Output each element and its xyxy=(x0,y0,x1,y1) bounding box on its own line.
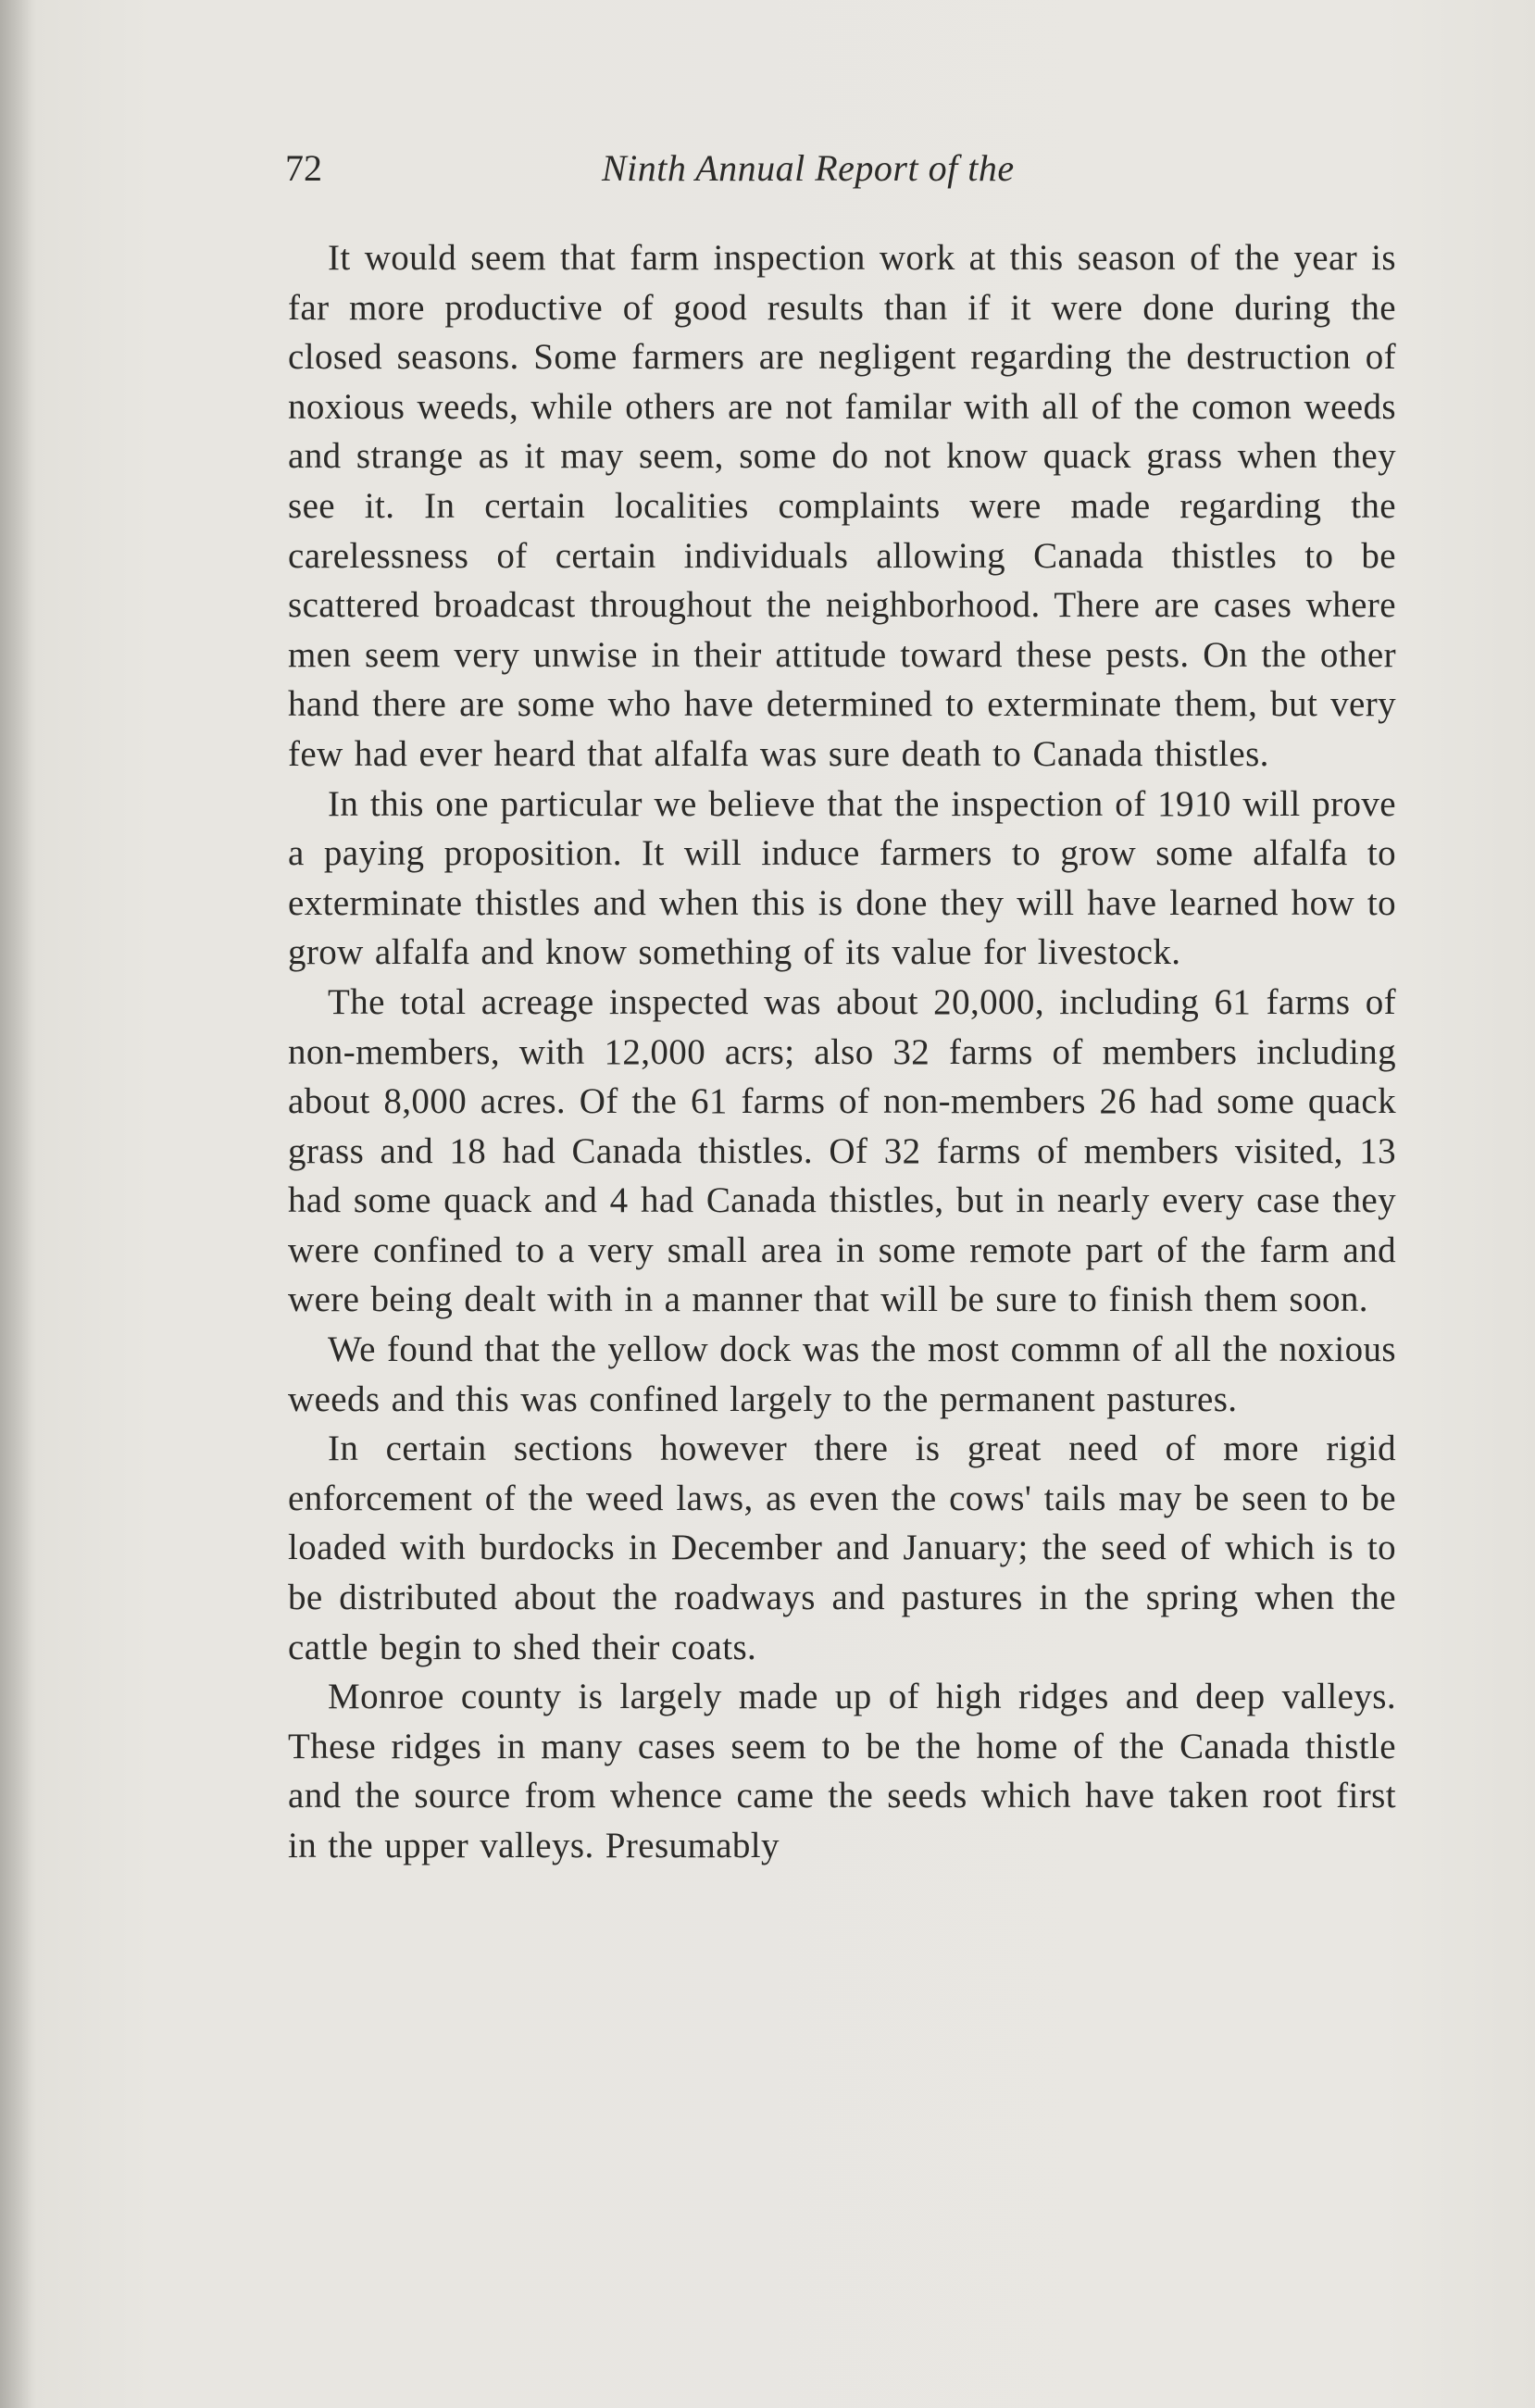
running-title: Ninth Annual Report of the xyxy=(602,147,1015,189)
paragraph: Monroe county is largely made up of high ridges and deep valleys. These ridges in many cases seem to be the home of the Canada thistle and the source from whence came the seeds which have taken root first in the upper valleys. Presumably xyxy=(288,1677,1396,1865)
paragraph: The total acreage inspected was about 20,000, including 61 farms of non-members, with 12,000 acrs; also 32 farms of members including about 8,000 acres. Of the 61 farms of non-members 26 had some quack grass and 18 had Canada thistles. Of 32 farms of members visited, 13 had some quack and 4 had Canada thistles, but in nearly every case they were confined to a very small area in some remote part of the farm and were being dealt with in a manner that will be sure to finish them soon. xyxy=(288,981,1396,1320)
binding-shadow xyxy=(0,0,37,2408)
body-text xyxy=(288,233,1396,1871)
paragraph: In this one particular we believe that the inspection of 1910 will prove a paying proposition. It will induce farmers to grow some alfalfa to exterminate thistles and when this is done they will have learned how to grow alfalfa and know something of its value for livestock. xyxy=(288,783,1396,973)
paragraph: In certain sections however there is great need of more rigid enforcement of the weed laws, as even the cows' tails may be seen to be loaded with burdocks in December and January; the seed of which is to be distributed about the roadways and pastures in the spring when the cattle begin to shed their coats. xyxy=(288,1429,1396,1667)
running-header xyxy=(285,141,1396,196)
paragraph: We found that the yellow dock was the most commn of all the noxious weeds and this was confined largely to the permanent pastures. xyxy=(288,1329,1396,1419)
paragraph: It would seem that farm inspection work at this season of the year is far more productive of good results than if it were done during the closed seasons. Some farmers are negligent regarding the destruction of noxious weeds, while others are not familar with all of the comon weeds and strange as it may seem, some do not know quack grass when they see it. In certain localities complaints were made regarding the carelessness of certain individuals allowing Canada thistles to be scattered broadcast throughout the neighborhood. There are cases where men seem very unwise in their attitude toward these pests. On the other hand there are some who have determined to exterminate them, but very few had ever heard that alfalfa was sure death to Canada thistles. xyxy=(288,238,1396,774)
page-number: 72 xyxy=(285,147,322,189)
